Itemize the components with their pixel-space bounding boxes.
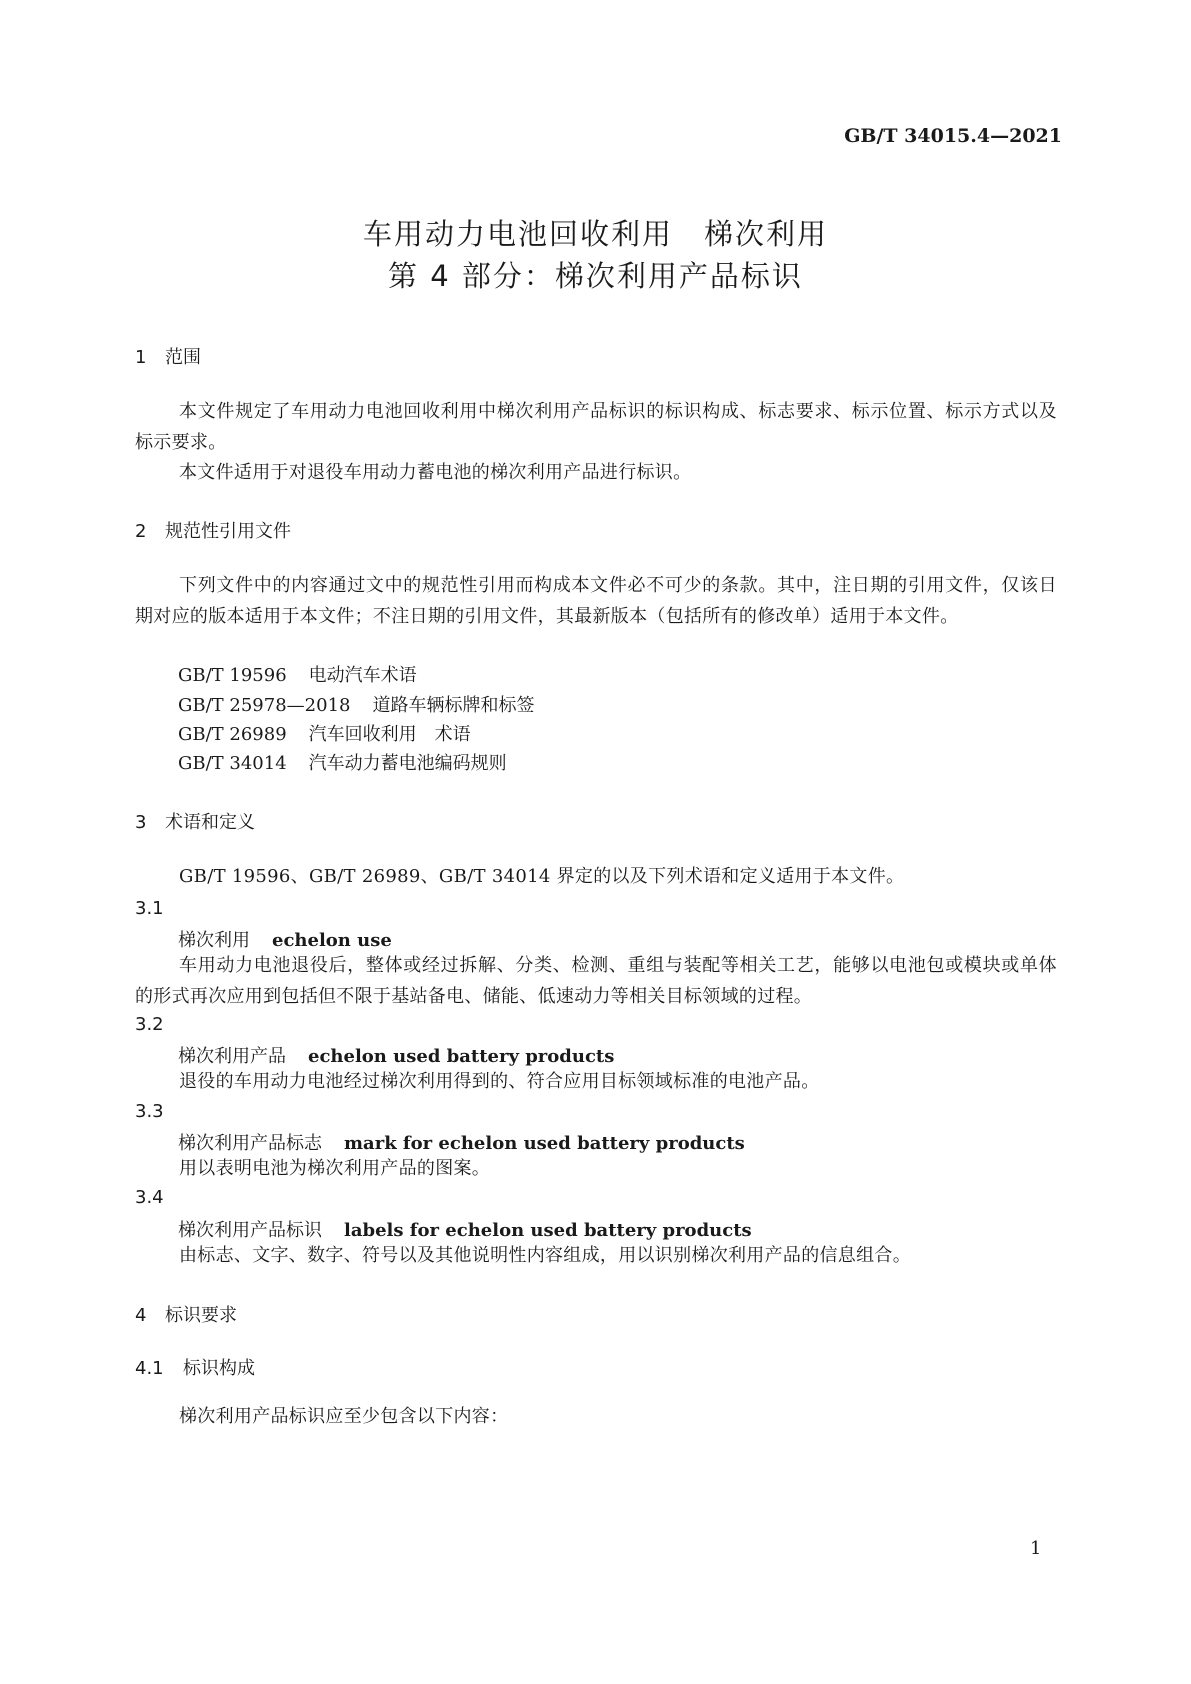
term-heading bbox=[178, 1129, 745, 1155]
reference-item bbox=[178, 691, 534, 717]
term-heading bbox=[178, 926, 392, 952]
section-2-paragraph-1: 下列文件中的内容通过文中的规范性引用而构成本文件必不可少的条款。其中，注日期的引用文件，仅该日期对应的版本适用于本文件；不注日期的引用文件，其最新版本（包括所有的修改单）适用于本文件。 bbox=[135, 575, 1057, 627]
term-definition: 用以表明电池为梯次利用产品的图案。 bbox=[179, 1158, 491, 1179]
section-2-heading bbox=[135, 517, 291, 543]
section-3-heading bbox=[135, 808, 255, 834]
reference-code: GB/T 19596 bbox=[178, 665, 287, 686]
document-title-line2: 第 4 部分：梯次利用产品标识 bbox=[388, 259, 803, 293]
term-en: echelon used battery products bbox=[308, 1046, 615, 1067]
term-en: mark for echelon used battery products bbox=[344, 1133, 745, 1154]
term-number: 3.3 bbox=[135, 1101, 164, 1122]
reference-item bbox=[178, 720, 471, 746]
section-number: 3 bbox=[135, 812, 147, 833]
section-4-heading bbox=[135, 1301, 237, 1327]
term-heading bbox=[178, 1216, 752, 1242]
section-3-paragraph-1: GB/T 19596、GB/T 26989、GB/T 34014 界定的以及下列术语和定义适用于本文件。 bbox=[179, 866, 905, 887]
reference-item bbox=[178, 661, 417, 687]
subsection-number: 4.1 bbox=[135, 1358, 164, 1379]
term-en: labels for echelon used battery products bbox=[344, 1220, 752, 1241]
term-definition: 车用动力电池退役后，整体或经过拆解、分类、检测、重组与装配等相关工艺，能够以电池包或模块或单体的形式再次应用到包括但不限于基站备电、储能、低速动力等相关目标领域的过程。 bbox=[135, 955, 1057, 1007]
section-number: 2 bbox=[135, 521, 147, 542]
section-1-heading bbox=[135, 343, 201, 369]
document-title-line1: 车用动力电池回收利用 梯次利用 bbox=[362, 217, 828, 251]
term-zh: 梯次利用产品 bbox=[178, 1046, 286, 1067]
reference-code: GB/T 34014 bbox=[178, 753, 287, 774]
reference-title: 汽车回收利用 术语 bbox=[308, 724, 471, 745]
subsection-title: 标识构成 bbox=[183, 1358, 255, 1379]
reference-title: 电动汽车术语 bbox=[308, 665, 417, 686]
section-title: 规范性引用文件 bbox=[165, 521, 291, 542]
section-4-paragraph-1: 梯次利用产品标识应至少包含以下内容： bbox=[179, 1406, 509, 1427]
reference-code: GB/T 25978—2018 bbox=[178, 695, 351, 716]
standard-number: GB/T 34015.4—2021 bbox=[844, 125, 1062, 147]
term-heading bbox=[178, 1042, 614, 1068]
reference-title: 道路车辆标牌和标签 bbox=[372, 695, 535, 716]
section-1-paragraph-1: 本文件规定了车用动力电池回收利用中梯次利用产品标识的标识构成、标志要求、标示位置、标示方式以及标示要求。 bbox=[135, 401, 1057, 453]
reference-title: 汽车动力蓄电池编码规则 bbox=[308, 753, 507, 774]
section-number: 4 bbox=[135, 1305, 147, 1326]
term-definition: 由标志、文字、数字、符号以及其他说明性内容组成，用以识别梯次利用产品的信息组合。 bbox=[179, 1245, 911, 1266]
term-number: 3.1 bbox=[135, 898, 164, 919]
subsection-4-1-heading bbox=[135, 1354, 255, 1380]
term-number: 3.4 bbox=[135, 1187, 164, 1208]
term-zh: 梯次利用产品标识 bbox=[178, 1220, 322, 1241]
term-en: echelon use bbox=[272, 930, 392, 951]
section-title: 范围 bbox=[165, 347, 201, 368]
term-definition: 退役的车用动力电池经过梯次利用得到的、符合应用目标领域标准的电池产品。 bbox=[179, 1071, 820, 1092]
term-zh: 梯次利用产品标志 bbox=[178, 1133, 322, 1154]
section-title: 术语和定义 bbox=[165, 812, 255, 833]
term-number: 3.2 bbox=[135, 1014, 164, 1035]
section-number: 1 bbox=[135, 347, 147, 368]
reference-item bbox=[178, 749, 507, 775]
page-number: 1 bbox=[1030, 1538, 1042, 1559]
reference-code: GB/T 26989 bbox=[178, 724, 287, 745]
section-1-paragraph-2: 本文件适用于对退役车用动力蓄电池的梯次利用产品进行标识。 bbox=[179, 462, 692, 483]
section-title: 标识要求 bbox=[165, 1305, 237, 1326]
term-zh: 梯次利用 bbox=[178, 930, 250, 951]
